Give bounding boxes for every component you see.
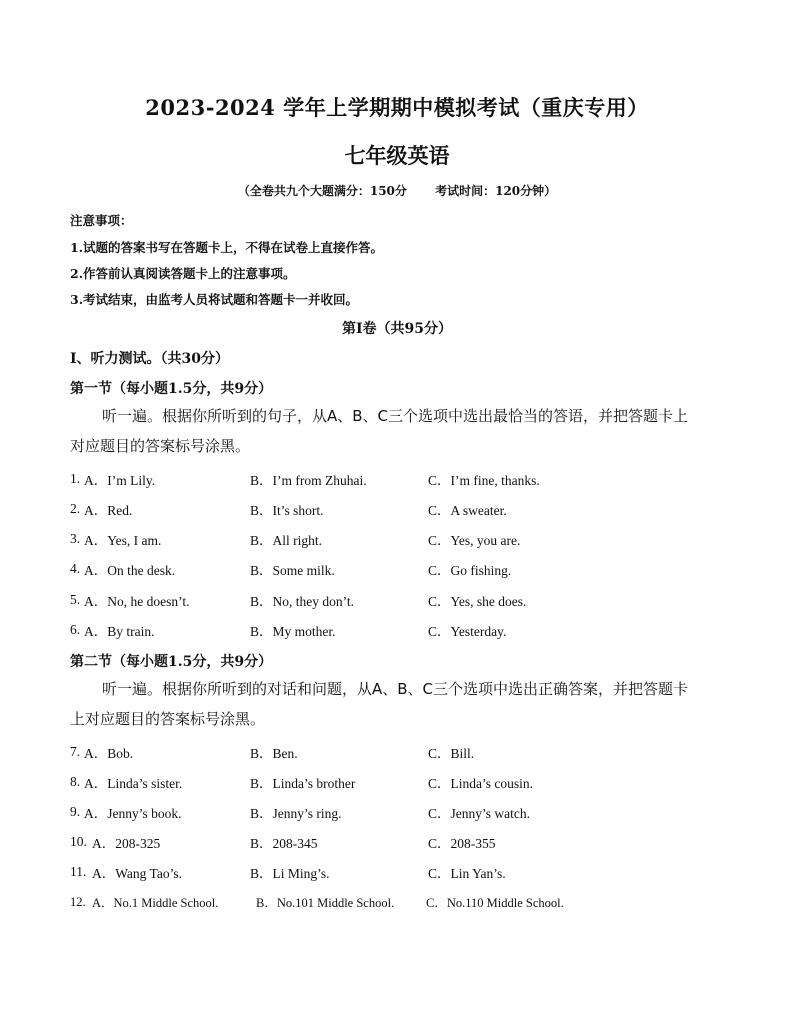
exam-time: 考试时间：120分钟） <box>435 184 557 198</box>
option-c: C．Lin Yan’s. <box>428 866 506 881</box>
option-c: C．Go fishing. <box>428 563 512 578</box>
option-c: C．I’m fine, thanks. <box>428 473 540 488</box>
option-c: C．Yesterday. <box>428 624 507 639</box>
question-number: 2. <box>70 501 81 516</box>
section2-instruction-line1: 听一遍。根据你所听到的对话和问题，从A、B、C三个选项中选出正确答案，并把答题卡 <box>102 680 689 698</box>
option-b: B．No.101 Middle School. <box>256 896 395 910</box>
question-row <box>70 832 730 854</box>
option-a: A．Yes, I am. <box>84 533 162 548</box>
part1-heading: Ⅰ、听力测试。（共30分） <box>70 351 230 367</box>
option-b: B．It’s short. <box>250 503 324 518</box>
option-c: C．208-355 <box>428 836 496 851</box>
option-b: B．Jenny’s ring. <box>250 806 342 821</box>
total-score: （全卷共九个大题满分：150分 <box>237 184 407 198</box>
question-number: 6. <box>70 622 81 637</box>
option-a: A．I’m Lily. <box>84 473 156 488</box>
option-b: B．Ben. <box>250 746 298 761</box>
question-number: 8. <box>70 774 81 789</box>
option-a: A．No, he doesn’t. <box>84 594 190 609</box>
option-a: A．On the desk. <box>84 563 176 578</box>
option-b: B．Li Ming’s. <box>250 866 330 881</box>
question-row <box>70 620 730 642</box>
option-b: B．No, they don’t. <box>250 594 354 609</box>
question-number: 5. <box>70 592 81 607</box>
question-number: 1. <box>70 471 81 486</box>
notice-item-1: 1.试题的答案书写在答题卡上，不得在试卷上直接作答。 <box>70 240 384 255</box>
option-a: A．No.1 Middle School. <box>92 896 219 910</box>
option-c: C．Jenny’s watch. <box>428 806 530 821</box>
volume-title: 第Ⅰ卷（共95分） <box>341 321 453 337</box>
question-number: 3. <box>70 531 81 546</box>
question-number: 4. <box>70 561 81 576</box>
question-row <box>70 559 730 581</box>
notice-heading: 注意事项： <box>70 213 133 228</box>
question-number: 7. <box>70 744 81 759</box>
question-number: 9. <box>70 804 81 819</box>
section1-instruction-line1: 听一遍。根据你所听到的句子，从A、B、C三个选项中选出最恰当的答语，并把答题卡上 <box>102 407 689 425</box>
option-c: C．Yes, she does. <box>428 594 527 609</box>
option-a: A．Bob. <box>84 746 134 761</box>
section2-instruction <box>70 674 730 734</box>
option-a: A．Red. <box>84 503 133 518</box>
option-a: A．Jenny’s book. <box>84 806 182 821</box>
section1-heading: 第一节（每小题1.5分，共9分） <box>70 381 273 397</box>
score-time-info <box>0 182 794 199</box>
section1-instruction <box>70 401 730 461</box>
option-b: B．All right. <box>250 533 323 548</box>
question-number: 10. <box>70 834 87 849</box>
option-a: A．By train. <box>84 624 155 639</box>
question-number: 11. <box>70 864 87 879</box>
question-row <box>70 862 730 884</box>
question-row <box>70 499 730 521</box>
notice-item-2: 2.作答前认真阅读答题卡上的注意事项。 <box>70 266 296 281</box>
option-c: C．Linda’s cousin. <box>428 776 533 791</box>
option-b: B．I’m from Zhuhai. <box>250 473 367 488</box>
option-c: C．A sweater. <box>428 503 507 518</box>
section1-instruction-line2: 对应题目的答案标号涂黑。 <box>70 437 251 455</box>
option-b: B．My mother. <box>250 624 336 639</box>
question-row <box>70 893 730 915</box>
section2-instruction-line2: 上对应题目的答案标号涂黑。 <box>70 710 266 728</box>
question-row <box>70 772 730 794</box>
section2-heading: 第二节（每小题1.5分，共9分） <box>70 654 273 670</box>
option-c: C．No.110 Middle School. <box>426 896 564 910</box>
option-a: A．Linda’s sister. <box>84 776 183 791</box>
question-row <box>70 469 730 491</box>
option-c: C．Bill. <box>428 746 475 761</box>
option-a: A．Wang Tao’s. <box>92 866 182 881</box>
option-c: C．Yes, you are. <box>428 533 521 548</box>
option-b: B．Linda’s brother <box>250 776 356 791</box>
exam-title: 2023-2024 学年上学期期中模拟考试（重庆专用） <box>145 95 649 120</box>
question-row <box>70 802 730 824</box>
exam-subtitle: 七年级英语 <box>344 143 450 168</box>
option-a: A．208-325 <box>92 836 161 851</box>
notice-item-3: 3.考试结束，由监考人员将试题和答题卡一并收回。 <box>70 292 359 307</box>
option-b: B．Some milk. <box>250 563 335 578</box>
question-row <box>70 590 730 612</box>
question-row <box>70 742 730 764</box>
option-b: B．208-345 <box>250 836 318 851</box>
question-row <box>70 529 730 551</box>
question-number: 12. <box>70 895 86 909</box>
